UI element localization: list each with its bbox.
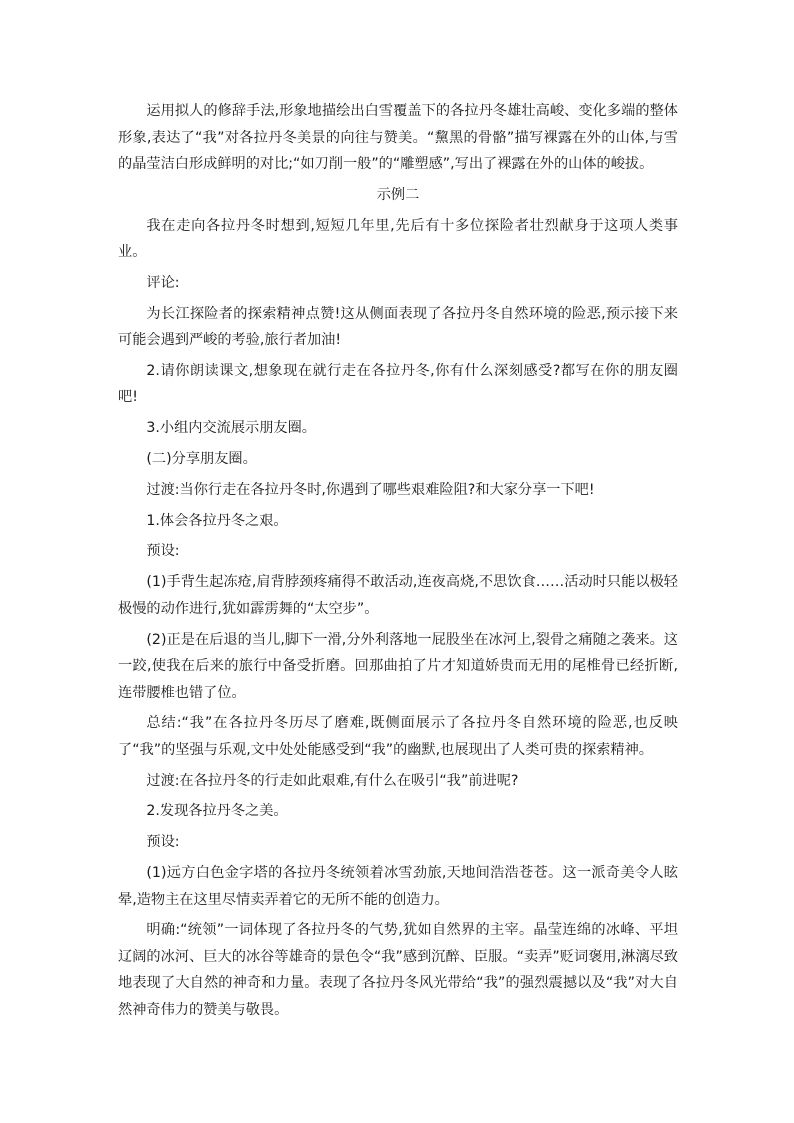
subheading-hardship: 1.体会各拉丹冬之艰。 <box>146 512 288 529</box>
example-two-heading: 示例二 <box>376 186 420 203</box>
paragraph-analysis-personification: 运用拟人的修辞手法,形象地描绘出白雪覆盖下的各拉丹冬雄壮高峻、变化多端的整体形象,表达了“我”对各拉丹冬美景的向往与赞美。“黧黑的骨骼”描写裸露在外的山体,与雪的晶莹洁白形成鲜明的对比;“如刀削一般”的“雕塑感”,写出了裸露在外的山体的峻拔。 <box>118 103 678 172</box>
paragraph-preset-label-1: 预设: <box>146 543 180 560</box>
paragraph-task-2: 2.请你朗读课文,想象现在就行走在各拉丹冬,你有什么深刻感受?都写在你的朋友圈吧! <box>118 362 678 406</box>
paragraph-transition-2: 过渡:在各拉丹冬的行走如此艰难,有什么在吸引“我”前进呢? <box>146 772 519 789</box>
paragraph-preset-1-2: (2)正是在后退的当儿,脚下一滑,分外利落地一屁股坐在冰河上,裂骨之痛随之袭来。这一跤,使我在后来的旅行中备受折磨。回那曲拍了片才知道娇贵而无用的尾椎骨已经折断,连带腰椎也错了位。 <box>118 631 678 701</box>
paragraph-comment: 为长江探险者的探索精神点赞!这从侧面表现了各拉丹冬自然环境的险恶,预示接下来可能会遇到严峻的考验,旅行者加油! <box>118 305 678 349</box>
document-body <box>118 98 678 1028</box>
paragraph-preset-1-1: (1)手背生起冻疮,肩背脖颈疼痛得不敢活动,连夜高烧,不思饮食……活动时只能以极轻极慢的动作进行,犹如霹雳舞的“太空步”。 <box>118 574 678 617</box>
paragraph-summary: 总结:“我”在各拉丹冬历尽了磨难,既侧面展示了各拉丹冬自然环境的险恶,也反映了“我”的坚强与乐观,文中处处能感受到“我”的幽默,也展现出了人类可贵的探索精神。 <box>118 715 678 758</box>
paragraph-task-3: 3.小组内交流展示朋友圈。 <box>146 420 316 437</box>
subheading-beauty: 2.发现各拉丹冬之美。 <box>146 803 288 820</box>
paragraph-preset-label-2: 预设: <box>146 834 180 851</box>
paragraph-example-two: 我在走向各拉丹冬时想到,短短几年里,先后有十多位探险者壮烈献身于这项人类事业。 <box>118 217 678 261</box>
paragraph-clarification: 明确:“统领”一词体现了各拉丹冬的气势,犹如自然界的主宰。晶莹连绵的冰峰、平坦辽阔的冰河、巨大的冰谷等雄奇的景色令“我”感到沉醉、臣服。“卖弄”贬词褒用,淋漓尽致地表现了大自然的神奇和力量。表现了各拉丹冬风光带给“我”的强烈震撼以及“我”对大自然神奇伟力的赞美与敬畏。 <box>118 922 678 1018</box>
paragraph-comment-label: 评论: <box>146 274 180 291</box>
section-heading-share: (二)分享朋友圈。 <box>146 451 257 468</box>
paragraph-preset-2-1: (1)远方白色金字塔的各拉丹冬统领着冰雪劲旅,天地间浩浩苍苍。这一派奇美令人眩晕,造物主在这里尽情卖弄着它的无所不能的创造力。 <box>118 865 678 908</box>
paragraph-transition-1: 过渡:当你行走在各拉丹冬时,你遇到了哪些艰难险阻?和大家分享一下吧! <box>146 481 595 498</box>
